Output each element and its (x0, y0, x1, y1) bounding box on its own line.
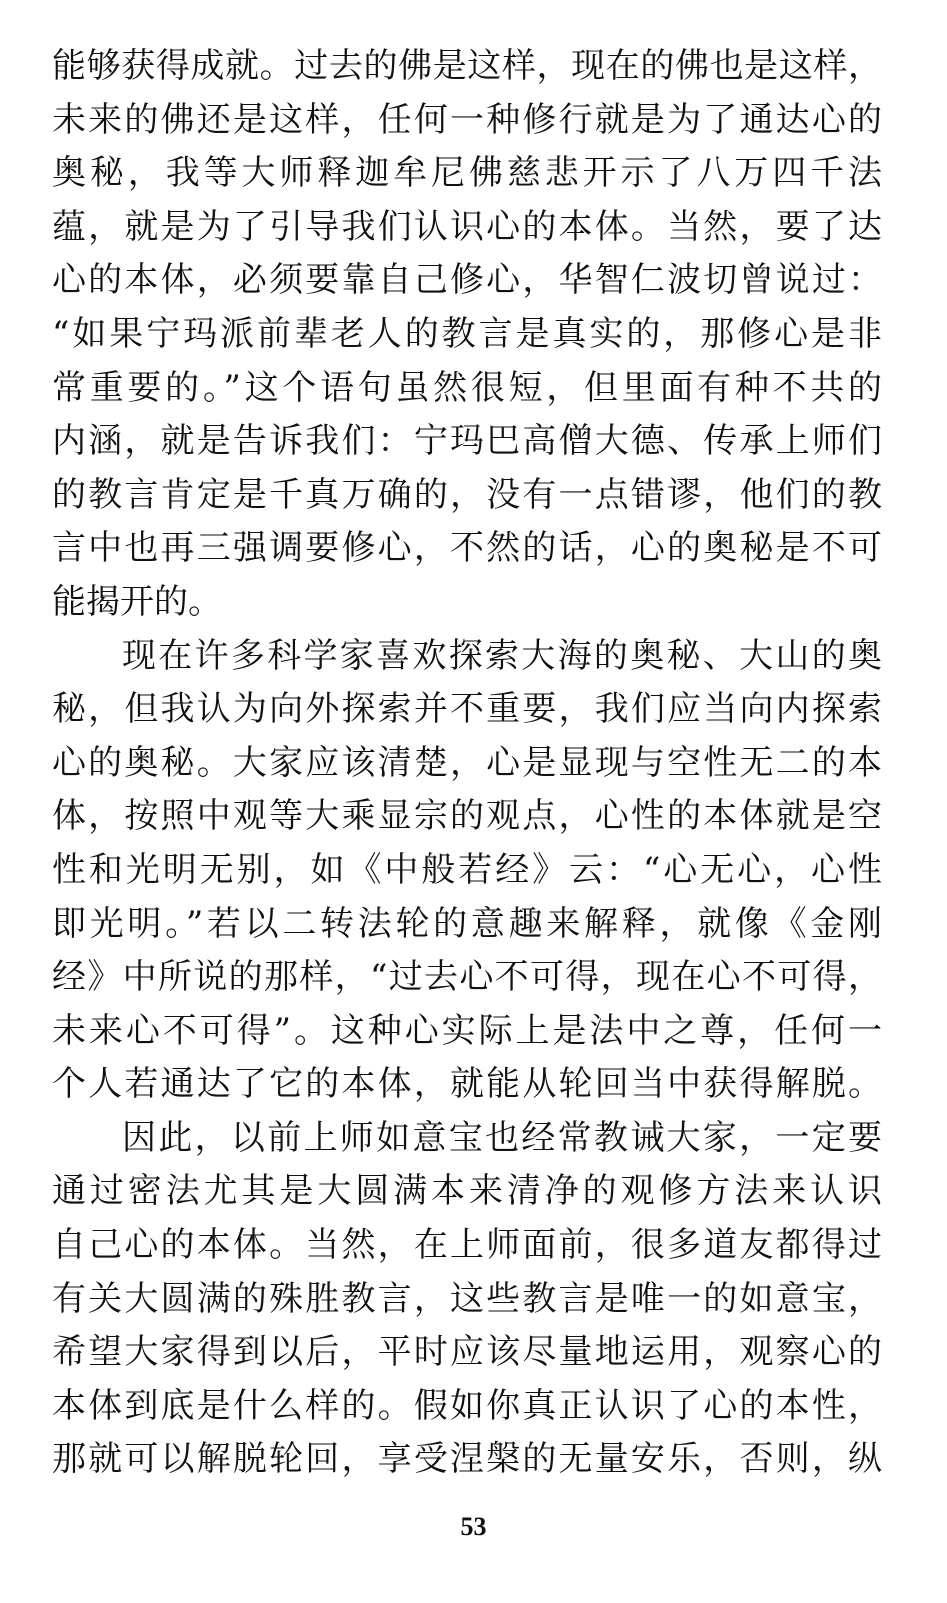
text-line: 即光明。”若以二转法轮的意趣来解释，就像《金刚 (52, 903, 882, 944)
text-line: 常重要的。”这个语句虽然很短，但里面有种不共的 (52, 367, 882, 408)
text-line-paragraph-end: 能揭开的。 (52, 581, 222, 622)
text-line: 未来的佛还是这样，任何一种修行就是为了通达心的 (52, 99, 882, 140)
text-line: 有关大圆满的殊胜教言，这些教言是唯一的如意宝， (52, 1278, 882, 1319)
text-line: 言中也再三强调要修心，不然的话，心的奥秘是不可 (52, 528, 882, 569)
text-line-paragraph-start: 现在许多科学家喜欢探索大海的奥秘、大山的奥 (122, 635, 882, 676)
text-line: 本体到底是什么样的。假如你真正认识了心的本性， (52, 1385, 882, 1426)
text-line: 通过密法尤其是大圆满本来清净的观修方法来认识 (52, 1171, 882, 1212)
text-line-paragraph-end: 个人若通达了它的本体，就能从轮回当中获得解脱。 (52, 1064, 882, 1105)
text-line: 内涵，就是告诉我们：宁玛巴高僧大德、传承上师们 (52, 421, 882, 462)
text-line: 秘，但我认为向外探索并不重要，我们应当向内探索 (52, 689, 882, 730)
text-line: 性和光明无别，如《中般若经》云：“心无心，心性 (52, 849, 882, 890)
text-line: 未来心不可得”。这种心实际上是法中之尊，任何一 (52, 1010, 882, 1051)
text-line: 自己心的本体。当然，在上师面前，很多道友都得过 (52, 1225, 882, 1266)
page-number: 53 (460, 1512, 487, 1541)
text-line: 的教言肯定是千真万确的，没有一点错谬，他们的教 (52, 474, 882, 515)
body-text (52, 40, 882, 1487)
text-line: 心的本体，必须要靠自己修心，华智仁波切曾说过： (52, 260, 882, 301)
text-line: 希望大家得到以后，平时应该尽量地运用，观察心的 (52, 1332, 882, 1373)
text-line: 能够获得成就。过去的佛是这样，现在的佛也是这样， (52, 46, 882, 86)
text-line: 那就可以解脱轮回，享受涅槃的无量安乐，否则，纵 (52, 1439, 882, 1480)
text-line: 心的奥秘。大家应该清楚，心是显现与空性无二的本 (52, 742, 882, 783)
text-line: “如果宁玛派前辈老人的教言是真实的，那修心是非 (52, 313, 882, 354)
text-line: 经》中所说的那样，“过去心不可得，现在心不可得， (52, 957, 882, 998)
text-line: 蕴，就是为了引导我们认识心的本体。当然，要了达 (52, 206, 882, 247)
text-line: 奥秘，我等大师释迦牟尼佛慈悲开示了八万四千法 (52, 153, 882, 194)
text-line: 体，按照中观等大乘显宗的观点，心性的本体就是空 (52, 796, 882, 837)
text-line-paragraph-start: 因此，以前上师如意宝也经常教诫大家，一定要 (122, 1117, 882, 1158)
